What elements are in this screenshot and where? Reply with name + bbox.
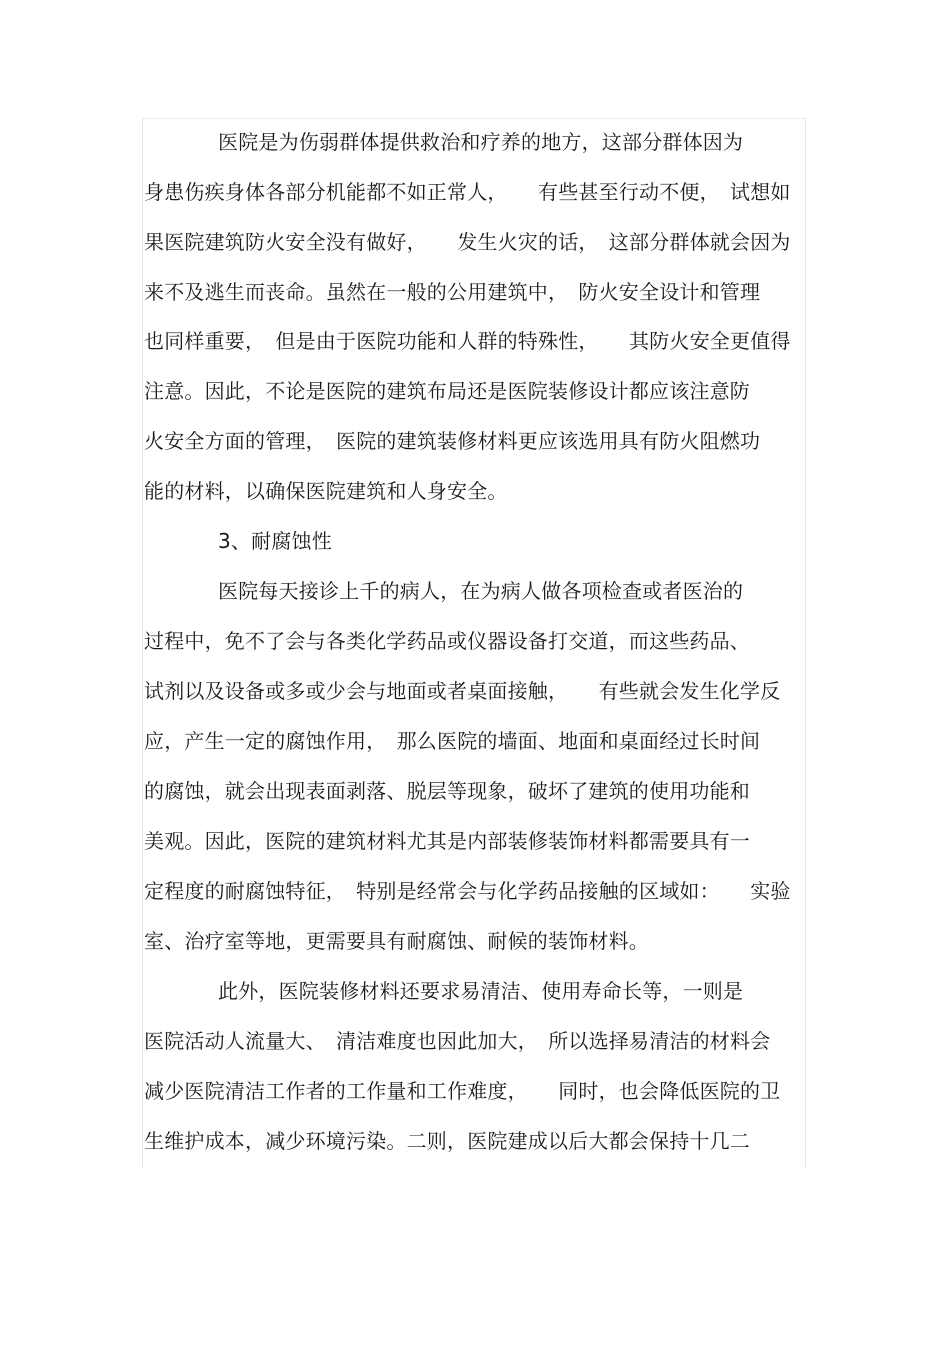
paragraph-line: 能的材料，以确保医院建筑和人身安全。 [144, 479, 508, 503]
paragraph-line: 美观。因此，医院的建筑材料尤其是内部装修装饰材料都需要具有一 [144, 829, 750, 853]
paragraph-line: 应，产生一定的腐蚀作用， 那么医院的墙面、地面和桌面经过长时间 [144, 729, 761, 753]
paragraph-line: 医院是为伤弱群体提供救治和疗养的地方，这部分群体因为 [218, 130, 744, 154]
paragraph-line: 生维护成本，减少环境污染。二则，医院建成以后大都会保持十几二 [144, 1129, 750, 1153]
paragraph-line: 火安全方面的管理， 医院的建筑装修材料更应该选用具有防火阻燃功 [144, 429, 761, 453]
paragraph-line: 注意。因此，不论是医院的建筑布局还是医院装修设计都应该注意防 [144, 379, 750, 403]
section-heading: 3、耐腐蚀性 [218, 529, 332, 553]
paragraph-line: 的腐蚀，就会出现表面剥落、脱层等现象，破坏了建筑的使用功能和 [144, 779, 750, 803]
paragraph-line: 身患伤疾身体各部分机能都不如正常人， 有些甚至行动不便， 试想如 [144, 180, 791, 204]
paragraph-line: 定程度的耐腐蚀特征， 特别是经常会与化学药品接触的区域如： 实验 [144, 879, 791, 903]
paragraph-line: 医院每天接诊上千的病人，在为病人做各项检查或者医治的 [218, 579, 744, 603]
paragraph-line: 过程中，免不了会与各类化学药品或仪器设备打交道，而这些药品、 [144, 629, 750, 653]
paragraph-line: 试剂以及设备或多或少会与地面或者桌面接触， 有些就会发生化学反 [144, 679, 781, 703]
paragraph-line: 此外，医院装修材料还要求易清洁、使用寿命长等，一则是 [218, 979, 744, 1003]
paragraph-line: 室、治疗室等地，更需要具有耐腐蚀、耐候的装饰材料。 [144, 929, 649, 953]
paragraph-line: 来不及逃生而丧命。虽然在一般的公用建筑中， 防火安全设计和管理 [144, 280, 761, 304]
paragraph-line: 果医院建筑防火安全没有做好， 发生火灾的话， 这部分群体就会因为 [144, 230, 791, 254]
paragraph-line: 也同样重要， 但是由于医院功能和人群的特殊性， 其防火安全更值得 [144, 329, 791, 353]
paragraph-line: 医院活动人流量大、 清洁难度也因此加大， 所以选择易清洁的材料会 [144, 1029, 771, 1053]
paragraph-line: 减少医院清洁工作者的工作量和工作难度， 同时，也会降低医院的卫 [144, 1079, 781, 1103]
